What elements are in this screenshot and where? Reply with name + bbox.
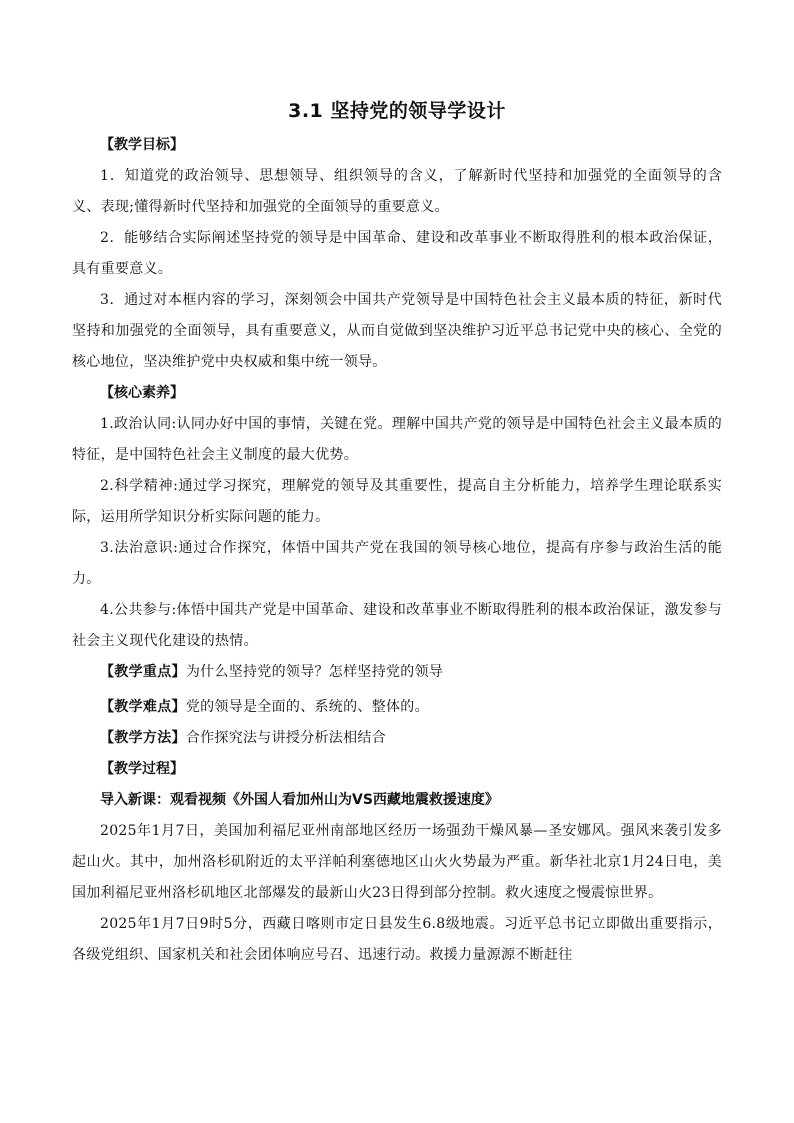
section-heading-competencies: 【核心素养】 <box>100 385 184 401</box>
key-points-heading: 【教学重点】 <box>100 664 186 680</box>
competency-item-2: 2.科学精神:通过学习探究，理解党的领导及其重要性，提高自主分析能力，培养学生理论联系实际，运用所学知识分析实际问题的能力。 <box>72 478 722 525</box>
document-title: 3.1 坚持党的领导学设计 <box>288 100 506 122</box>
competency-item-1: 1.政治认同:认同办好中国的事情，关键在党。理解中国共产党的领导是中国特色社会主义最本质的特征，是中国特色社会主义制度的最大优势。 <box>72 416 722 463</box>
difficulties-line <box>72 692 722 723</box>
difficulties-text: 党的领导是全面的、系统的、整体的。 <box>185 699 429 715</box>
key-points-text: 为什么坚持党的领导？怎样坚持党的领导 <box>185 664 444 680</box>
process-paragraph-2: 2025年1月7日9时5分，西藏日喀则市定日县发生6.8级地震。习近平总书记立即做出重要指示，各级党组织、国家机关和社会团体响应号召、迅速行动。救援力量源源不断赶往 <box>72 916 722 963</box>
competency-item-3: 3.法治意识:通过合作探究，体悟中国共产党在我国的领导核心地位，提高有序参与政治生活的能力。 <box>72 540 722 587</box>
goal-item-1: 1．知道党的政治领导、思想领导、组织领导的含义，了解新时代坚持和加强党的全面领导的含义、表现;懂得新时代坚持和加强党的全面领导的重要意义。 <box>72 168 722 215</box>
process-paragraph-1: 2025年1月7日，美国加利福尼亚州南部地区经历一场强劲干燥风暴—圣安娜风。强风来袭引发多起山火。其中，加州洛杉矶附近的太平洋帕利塞德地区山火火势最为严重。新华社北京1月24日电，美国加利福尼亚州洛杉矶地区北部爆发的最新山火23日得到部分控制。救火速度之慢震惊世界。 <box>72 823 722 901</box>
goal-item-2: 2．能够结合实际阐述坚持党的领导是中国革命、建设和改革事业不断取得胜利的根本政治保证，具有重要意义。 <box>72 230 722 277</box>
lead-in-title: 导入新课：观看视频《外国人看加州山为VS西藏地震救援速度》 <box>100 792 499 808</box>
goal-item-3: 3．通过对本框内容的学习，深刻领会中国共产党领导是中国特色社会主义最本质的特征，新时代坚持和加强党的全面领导，具有重要意义，从而自觉做到坚决维护习近平总书记党中央的核心、全党的核心地位，坚决维护党中央权威和集中统一领导。 <box>72 292 722 370</box>
document-body <box>72 96 722 971</box>
methods-line <box>72 723 722 754</box>
section-heading-goals: 【教学目标】 <box>100 137 184 153</box>
section-heading-process: 【教学过程】 <box>100 761 184 777</box>
difficulties-heading: 【教学难点】 <box>100 699 186 715</box>
methods-text: 合作探究法与讲授分析法相结合 <box>185 730 387 746</box>
key-points-line <box>72 657 722 688</box>
competency-item-4: 4.公共参与:体悟中国共产党是中国革命、建设和改革事业不断取得胜利的根本政治保证，激发参与社会主义现代化建设的热情。 <box>72 602 722 649</box>
methods-heading: 【教学方法】 <box>100 730 186 746</box>
